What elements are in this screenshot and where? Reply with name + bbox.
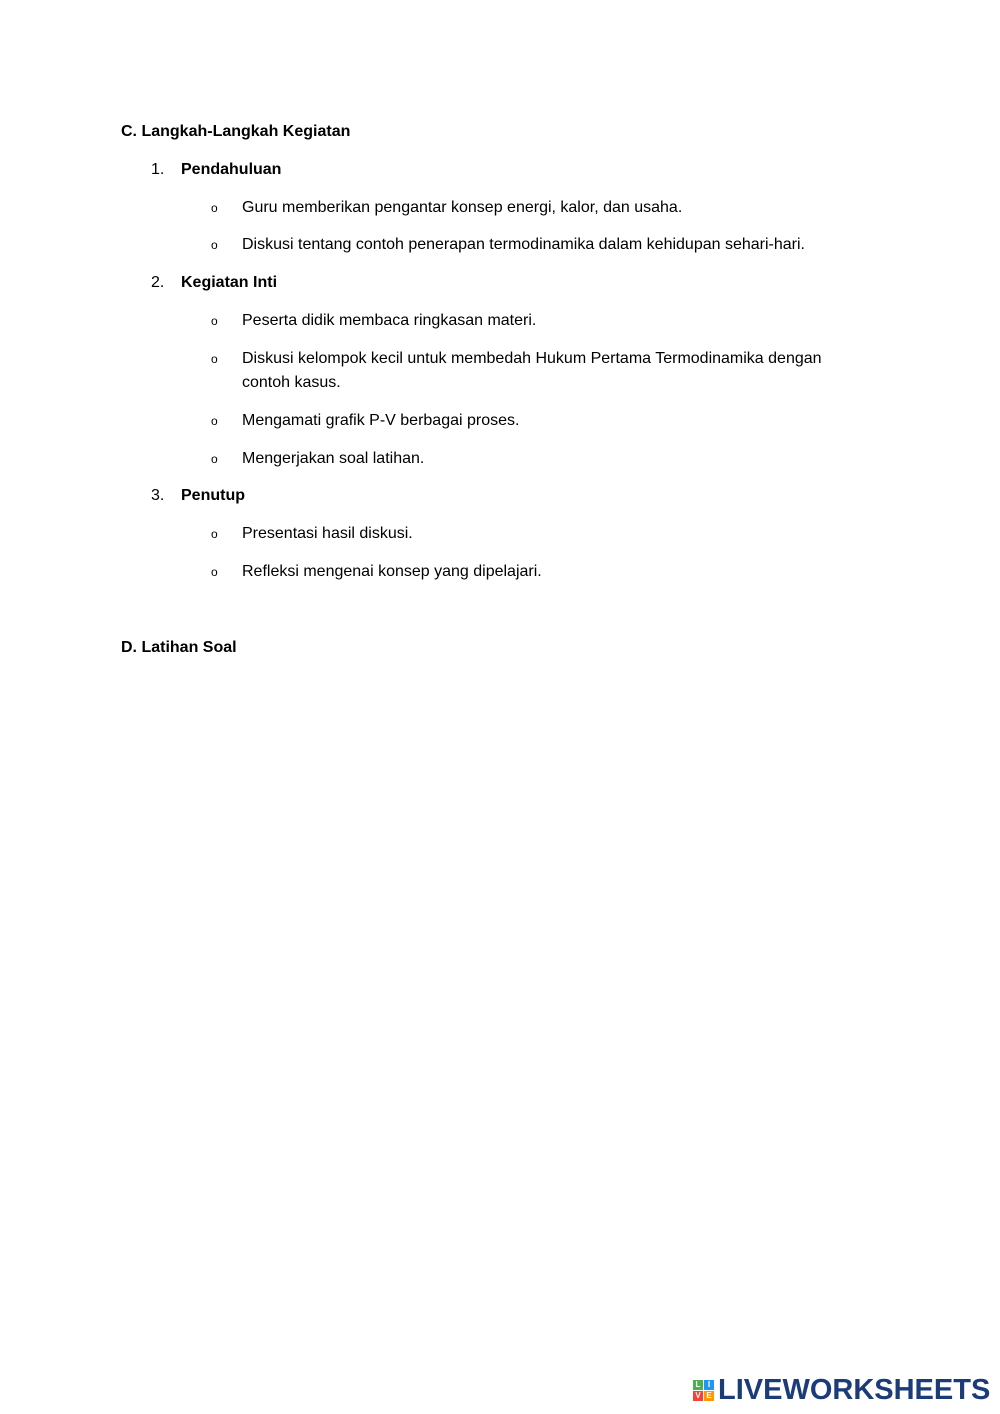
circle-bullet-icon: o [211,314,218,328]
step-number: 2. [151,274,165,291]
list-item [211,309,871,333]
logo-letter: V [693,1391,703,1401]
step-number: 3. [151,487,165,504]
list-item [211,233,871,257]
logo-letter: L [693,1380,703,1390]
logo-letter: E [704,1391,714,1401]
step-2 [151,273,277,293]
list-item [211,347,871,395]
list-item-text: Presentasi hasil diskusi. [242,525,413,542]
list-item [211,560,871,584]
step-number: 1. [151,161,165,178]
logo-letter: I [704,1380,714,1390]
step-title: Kegiatan Inti [181,274,278,291]
logo-mark-icon [693,1380,714,1401]
circle-bullet-icon: o [211,414,218,428]
list-item [211,196,871,220]
circle-bullet-icon: o [211,452,218,466]
step-1 [151,160,281,180]
circle-bullet-icon: o [211,565,218,579]
liveworksheets-logo[interactable] [693,1373,990,1407]
list-item-text: Refleksi mengenai konsep yang dipelajari. [242,563,542,580]
list-item-text: Mengamati grafik P-V berbagai proses. [242,412,520,429]
list-item-text: Diskusi kelompok kecil untuk membedah Hukum Pertama Termodinamika dengan contoh kasus. [242,350,822,391]
step-title: Pendahuluan [181,161,282,178]
step-title: Penutup [181,487,245,504]
section-d-heading: D. Latihan Soal [121,639,237,656]
step-3 [151,486,245,506]
logo-wordmark: LIVEWORKSHEETS [718,1374,991,1406]
circle-bullet-icon: o [211,527,218,541]
list-item [211,409,871,433]
list-item-text: Peserta didik membaca ringkasan materi. [242,312,537,329]
circle-bullet-icon: o [211,238,218,252]
list-item-text: Diskusi tentang contoh penerapan termodinamika dalam kehidupan sehari-hari. [242,236,805,253]
circle-bullet-icon: o [211,201,218,215]
section-c-heading: C. Langkah-Langkah Kegiatan [121,123,351,140]
list-item [211,447,871,471]
circle-bullet-icon: o [211,352,218,366]
list-item [211,522,871,546]
list-item-text: Mengerjakan soal latihan. [242,450,425,467]
list-item-text: Guru memberikan pengantar konsep energi, kalor, dan usaha. [242,199,683,216]
